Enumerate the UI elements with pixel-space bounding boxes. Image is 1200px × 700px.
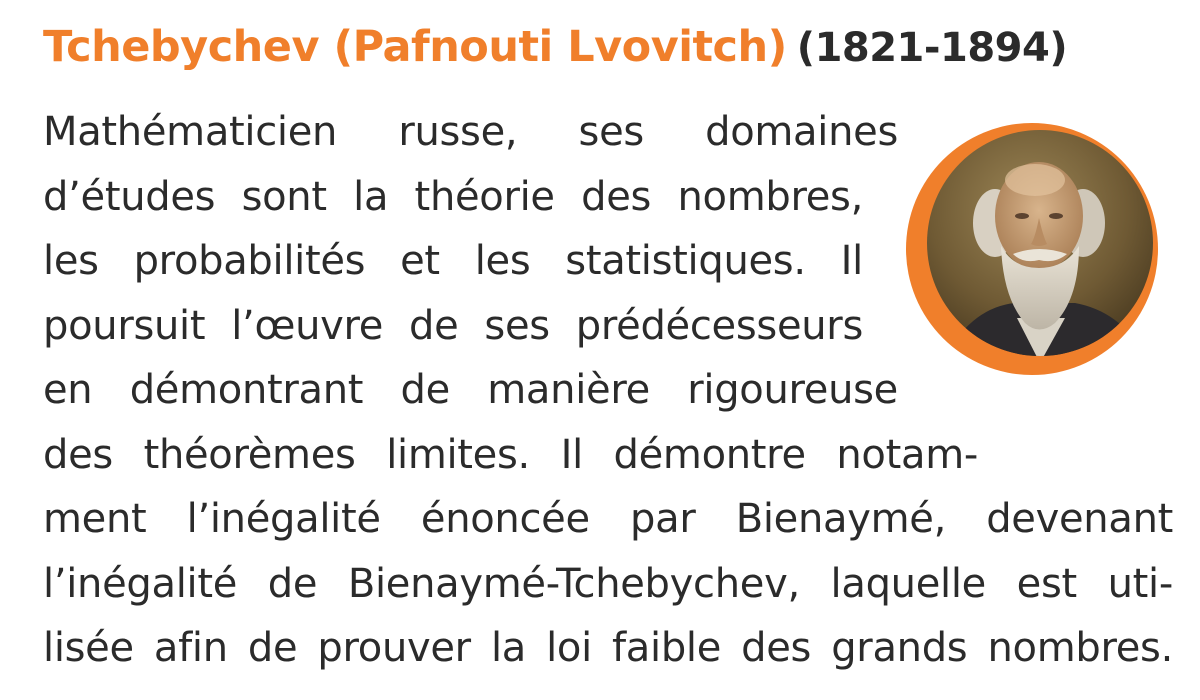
- biography-line: des théorèmes limites. Il démontre notam-: [43, 431, 978, 478]
- portrait-image: [905, 118, 1163, 376]
- biography-line: poursuit l’œuvre de ses prédécesseurs: [43, 302, 863, 349]
- biography-line: en démontrant de manière rigoureuse: [43, 367, 898, 413]
- biography-line: ment l’inégalité énoncée par Bienaymé, devenant: [43, 496, 1173, 542]
- biography-line: Mathématicien russe, ses domaines: [43, 109, 898, 155]
- person-name: Tchebychev (Pafnouti Lvovitch): [43, 22, 787, 72]
- biography-line: l’inégalité de Bienaymé-Tchebychev, laquelle est uti-: [43, 560, 1173, 607]
- biography-line: d’études sont la théorie des nombres,: [43, 173, 863, 220]
- title-line: [43, 22, 1068, 72]
- life-dates: (1821-1894): [796, 25, 1068, 71]
- biography-line: les probabilités et les statistiques. Il: [43, 238, 863, 284]
- biography-line: lisée afin de prouver la loi faible des grands nombres.: [43, 625, 1173, 671]
